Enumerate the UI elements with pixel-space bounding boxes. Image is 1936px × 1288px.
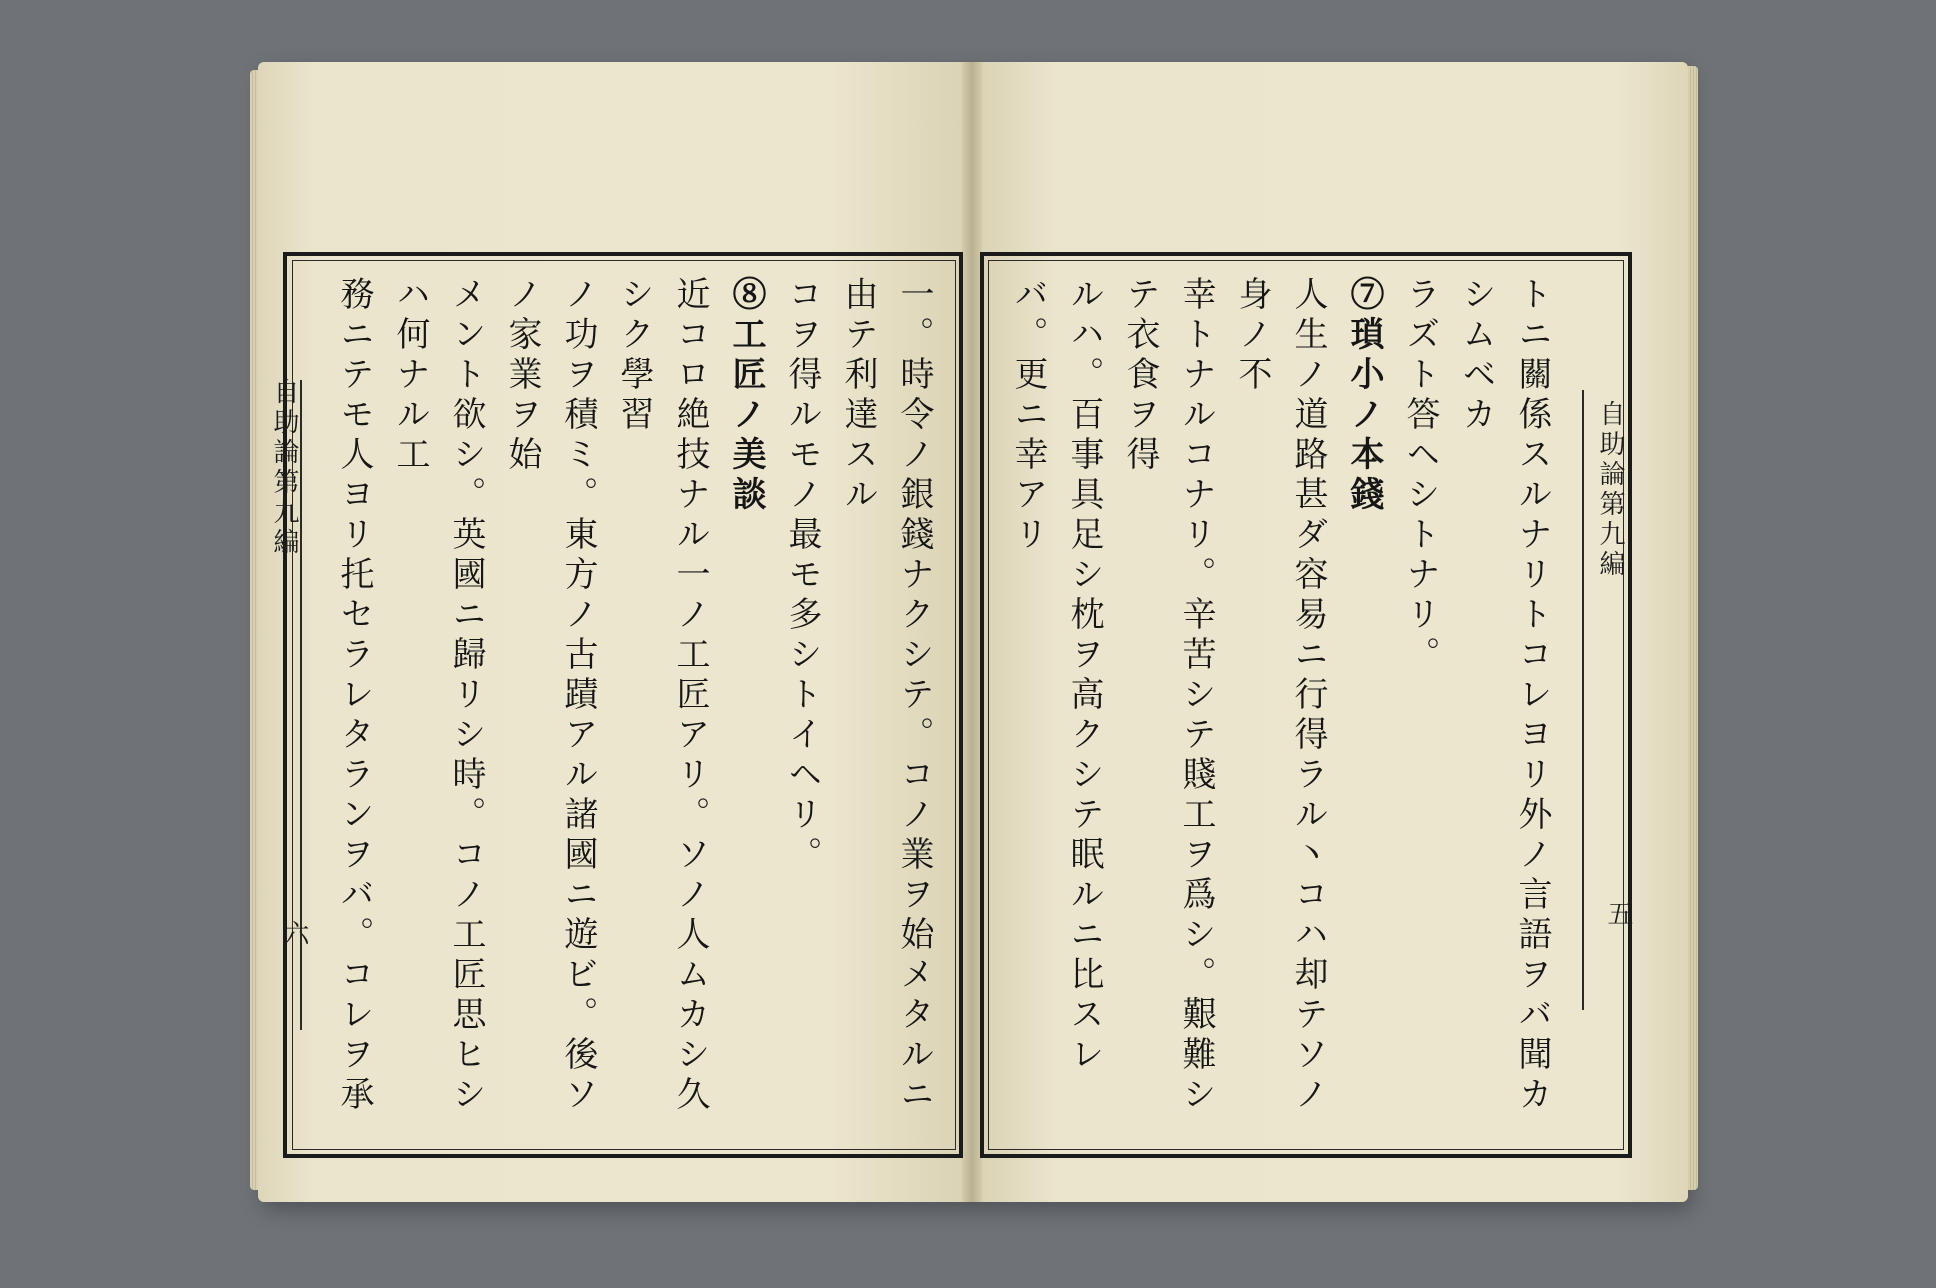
section-heading: ⑧工匠ノ美談: [726, 276, 766, 516]
right-page-text: [1000, 276, 1560, 1136]
text-column: ノ功ヲ積ミ。東方ノ古蹟アル諸國ニ遊ビ。後ソノ家業ヲ始: [502, 276, 598, 1116]
left-folio: 六: [279, 920, 309, 946]
text-column: メント欲シ。英國ニ歸リシ時。コノ工匠思ヒシハ何ナル工: [390, 276, 486, 1116]
text-column: 一。時令ノ銀錢ナクシテ。コノ業ヲ始メタルニ由テ利達スル: [838, 276, 934, 1116]
right-margin-rule: [1582, 390, 1584, 1010]
text-column: 務ニテモ人ヨリ托セラレタランヲバ。コレヲ承: [334, 276, 374, 1116]
section-heading: ⑦瑣小ノ本錢: [1344, 276, 1384, 516]
text-column: コヲ得ルモノ最モ多シトイヘリ。: [782, 276, 822, 876]
text-column: 近コロ絶技ナル一ノ工匠アリ。ソノ人ムカシ久シク學習: [614, 276, 710, 1116]
text-column: 人生ノ道路甚ダ容易ニ行得ラル丶コハ却テソノ身ノ不: [1232, 276, 1328, 1116]
book-gutter: [962, 62, 982, 1202]
text-column: ラズト答ヘシトナリ。: [1400, 276, 1440, 676]
left-page-text: [322, 276, 942, 1136]
text-column: 幸トナルコナリ。辛苦シテ賤工ヲ爲シ。艱難シテ衣食ヲ得: [1120, 276, 1216, 1116]
text-column: トニ關係スルナリトコレヨリ外ノ言語ヲバ聞カシムベカ: [1456, 276, 1552, 1116]
right-folio: 五: [1603, 900, 1633, 926]
right-margin-title: 自助論第九編: [1595, 400, 1625, 580]
left-margin-title: 自助論第九編: [269, 378, 299, 558]
text-column: ルハ。百事具足シ枕ヲ高クシテ眠ルニ比スレバ。更ニ幸アリ: [1008, 276, 1104, 1076]
